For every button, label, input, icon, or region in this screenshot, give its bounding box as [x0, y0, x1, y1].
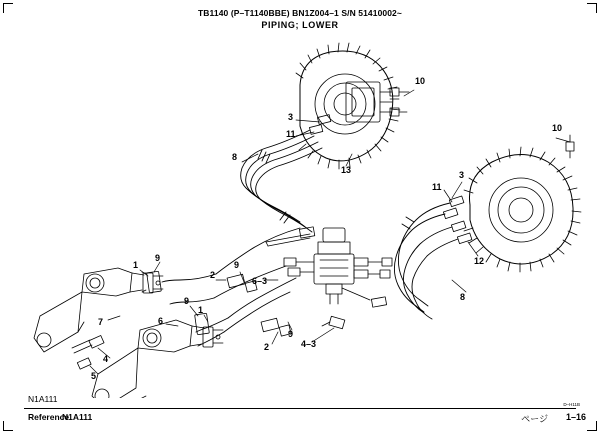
center-swivel-joint: [266, 227, 392, 307]
callout-11-upper: 11: [286, 129, 296, 139]
piping-lower-drawing: [0, 30, 600, 398]
callout-10-top: 10: [415, 76, 426, 86]
reference-value: N1A111: [62, 412, 93, 422]
drawing-code-top: N1A111: [28, 394, 58, 404]
callout-8-left: 8: [232, 152, 238, 162]
callout-7: 7: [98, 317, 104, 327]
callout-12: 12: [474, 256, 485, 266]
left-lower-cylinder: [92, 320, 223, 398]
page-model-line: TB1140 (P–T1140BBE) BN1Z004–1 S/N 51410002~: [198, 8, 402, 18]
callout-8-right: 8: [460, 292, 466, 302]
callout-2-b: 2: [264, 342, 270, 352]
page-title: PIPING; LOWER: [261, 20, 339, 30]
right-sprocket-assembly: [443, 135, 581, 272]
reference-label: Reference: [28, 412, 70, 422]
callout-1-a: 1: [133, 260, 139, 270]
page-label-jp: ページ: [521, 414, 548, 424]
footer-divider: [24, 408, 576, 409]
hose-bundle-right: [394, 203, 458, 319]
callout-13: 13: [341, 165, 352, 175]
corner-mark-bottom-left: [3, 421, 13, 431]
callout-1-b: 1: [198, 305, 204, 315]
left-sprocket-assembly: [296, 43, 409, 169]
callout-10-right: 10: [552, 123, 563, 133]
technical-diagram: [0, 30, 600, 398]
callout-9-b: 9: [234, 260, 240, 270]
callout-9-d: 9: [288, 329, 294, 339]
callout-9-a: 9: [155, 253, 161, 263]
corner-mark-bottom-right: [587, 421, 597, 431]
callout-2-a: 2: [210, 270, 216, 280]
callout-6: 6: [158, 316, 164, 326]
callout-9-c: 9: [184, 296, 190, 306]
page-number: 1–16: [565, 412, 586, 422]
callout-5: 5: [91, 371, 97, 381]
callout-4-3: 4–3: [301, 339, 317, 349]
callout-6-3: 6–3: [252, 276, 268, 286]
callout-3-upper: 3: [288, 112, 294, 122]
tiny-revision-code: D–H11B: [563, 402, 580, 407]
callout-3-right: 3: [459, 170, 465, 180]
callout-4: 4: [103, 354, 109, 364]
callout-11-right: 11: [432, 182, 442, 192]
